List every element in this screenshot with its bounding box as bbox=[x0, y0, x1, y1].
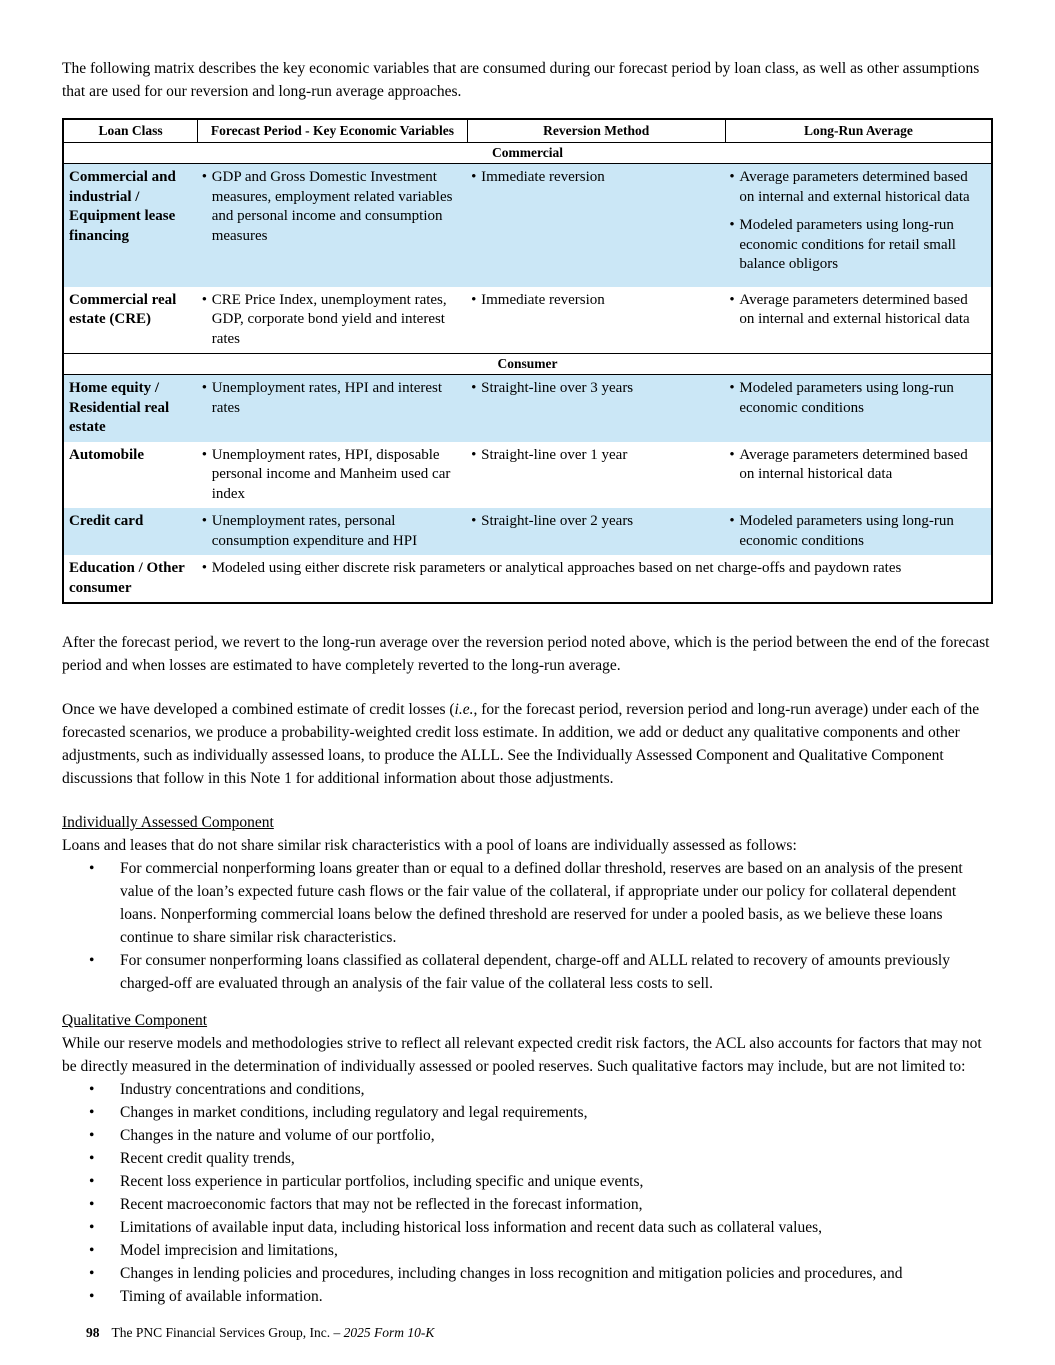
loan-class-cell: Commercial and industrial / Equipment lease financing bbox=[63, 164, 198, 287]
list-item: • Timing of available information. bbox=[62, 1285, 993, 1308]
variables-cell bbox=[198, 508, 467, 555]
list-item: • Recent macroeconomic factors that may not be reflected in the forecast information, bbox=[62, 1193, 993, 1216]
individually-assessed-bullet-list bbox=[62, 857, 993, 995]
list-item: • For consumer nonperforming loans classified as collateral dependent, charge-off and ALLL related to recovery of amounts previously charged-off are evaluated through an analysis of the fair value of the collateral less costs to sell. bbox=[62, 949, 993, 995]
bullet-item: • Straight-line over 3 years bbox=[471, 379, 719, 399]
bullet-item: • Immediate reversion bbox=[471, 168, 719, 188]
bullet-item: • CRE Price Index, unemployment rates, GDP, corporate bond yield and interest rates bbox=[202, 291, 461, 350]
table-row-credit-card bbox=[63, 508, 992, 555]
list-item: • Recent loss experience in particular portfolios, including specific and unique events, bbox=[62, 1170, 993, 1193]
footer-company-name: The PNC Financial Services Group, Inc. – bbox=[111, 1325, 344, 1340]
heading-individually-assessed-component: Individually Assessed Component bbox=[62, 814, 274, 831]
bullet-item: • Unemployment rates, HPI and interest rates bbox=[202, 379, 461, 418]
section-title-commercial: Commercial bbox=[63, 143, 992, 164]
list-item: • Changes in lending policies and procedures, including changes in loss recognition and mitigation policies and procedures, and bbox=[62, 1262, 993, 1285]
col-header-long-run-average: Long-Run Average bbox=[725, 119, 992, 143]
table-row-home-equity bbox=[63, 375, 992, 442]
col-header-loan-class: Loan Class bbox=[63, 119, 198, 143]
long-run-cell bbox=[725, 164, 992, 287]
table-row-education-other-consumer bbox=[63, 555, 992, 603]
variables-cell bbox=[198, 287, 467, 354]
qualitative-lead: While our reserve models and methodologies strive to reflect all relevant expected credit risk factors, the ACL also accounts for factors that may not be directly measured in the determination of individually assessed or pooled reserves. Such qualitative factors may include, but are not limited to: bbox=[62, 1035, 982, 1075]
reversion-cell bbox=[467, 442, 725, 509]
loan-class-matrix-table bbox=[62, 118, 993, 604]
qualitative-bullet-list bbox=[62, 1078, 993, 1308]
bullet-item: • Unemployment rates, HPI, disposable personal income and Manheim used car index bbox=[202, 446, 461, 505]
bullet-item: • Unemployment rates, personal consumption expenditure and HPI bbox=[202, 512, 461, 551]
bullet-item: • Modeled parameters using long-run economic conditions for retail small balance obligors bbox=[729, 216, 985, 275]
reversion-cell bbox=[467, 508, 725, 555]
long-run-cell bbox=[725, 287, 992, 354]
reversion-cell bbox=[467, 287, 725, 354]
bullet-item: • GDP and Gross Domestic Investment measures, employment related variables and personal income and consumption measures bbox=[202, 168, 461, 246]
list-item: • Industry concentrations and conditions, bbox=[62, 1078, 993, 1101]
table-row-commercial-real-estate bbox=[63, 287, 992, 354]
variables-cell bbox=[198, 442, 467, 509]
bullet-item: • Straight-line over 1 year bbox=[471, 446, 719, 466]
bullet-item: • Immediate reversion bbox=[471, 291, 719, 311]
list-item: • Recent credit quality trends, bbox=[62, 1147, 993, 1170]
page-number: 98 bbox=[86, 1325, 100, 1340]
long-run-cell bbox=[725, 375, 992, 442]
loan-class-cell: Home equity / Residential real estate bbox=[63, 375, 198, 442]
loan-class-cell: Education / Other consumer bbox=[69, 560, 185, 596]
bullet-item: • Modeled parameters using long-run economic conditions bbox=[729, 379, 985, 418]
loan-class-cell: Commercial real estate (CRE) bbox=[69, 291, 177, 327]
individually-assessed-lead: Loans and leases that do not share similar risk characteristics with a pool of loans are individually assessed as follows: bbox=[62, 837, 797, 854]
section-row-consumer bbox=[63, 354, 992, 375]
table-row-commercial-industrial bbox=[63, 164, 992, 287]
list-item: • For commercial nonperforming loans greater than or equal to a defined dollar threshold, reserves are based on an analysis of the present value of the loan’s expected future cash flows or the fair value of the collateral, if appropriate under our policy for collateral dependent loans. Nonperforming commercial loans below the defined threshold are reserved for under a pooled basis, as we believe these loans continue to share similar risk characteristics. bbox=[62, 857, 993, 949]
loan-class-cell: Automobile bbox=[69, 446, 144, 463]
list-item: • Changes in market conditions, including regulatory and legal requirements, bbox=[62, 1101, 993, 1124]
page-footer bbox=[86, 1324, 434, 1341]
paragraph-text: , for the forecast period, reversion period and long-run average) under each of the forecasted scenarios, we produce a probability-weighted credit loss estimate. In addition, we add or deduct any qualitative components and other adjustments, such as individually assessed loans, to produce the ALLL. See the Individually Assessed Component and Qualitative Component discussions that follow in this Note 1 for additional information about those adjustments. bbox=[62, 701, 980, 787]
bullet-item: • Straight-line over 2 years bbox=[471, 512, 719, 532]
bullet-item: • Modeled parameters using long-run economic conditions bbox=[729, 512, 985, 551]
paragraph-text-italic: i.e. bbox=[454, 701, 474, 718]
list-item: • Model imprecision and limitations, bbox=[62, 1239, 993, 1262]
merged-description-cell bbox=[198, 555, 992, 603]
combined-estimate-paragraph bbox=[62, 698, 993, 790]
bullet-item: • Average parameters determined based on internal and external historical data bbox=[729, 168, 985, 207]
list-item: • Limitations of available input data, including historical loss information and recent data such as collateral values, bbox=[62, 1216, 993, 1239]
col-header-reversion-method: Reversion Method bbox=[467, 119, 725, 143]
bullet-item: • Average parameters determined based on internal and external historical data bbox=[729, 291, 985, 330]
variables-cell bbox=[198, 375, 467, 442]
intro-paragraph: The following matrix describes the key economic variables that are consumed during our forecast period by loan class, as well as other assumptions that are used for our reversion and long-run average approaches. bbox=[62, 60, 980, 100]
bullet-item: • Average parameters determined based on internal historical data bbox=[729, 446, 985, 485]
table-row-automobile bbox=[63, 442, 992, 509]
bullet-item: • Modeled using either discrete risk parameters or analytical approaches based on net charge-offs and paydown rates bbox=[202, 559, 985, 579]
reversion-period-paragraph: After the forecast period, we revert to the long-run average over the reversion period noted above, which is the period between the end of the forecast period and when losses are estimated to have completely reverted to the long-run average. bbox=[62, 634, 990, 674]
reversion-cell bbox=[467, 375, 725, 442]
heading-qualitative-component: Qualitative Component bbox=[62, 1012, 208, 1029]
variables-cell bbox=[198, 164, 467, 287]
col-header-forecast-variables: Forecast Period - Key Economic Variables bbox=[198, 119, 467, 143]
section-title-consumer: Consumer bbox=[63, 354, 992, 375]
loan-class-cell: Credit card bbox=[63, 508, 198, 555]
long-run-cell bbox=[725, 508, 992, 555]
paragraph-text: Once we have developed a combined estimate of credit losses ( bbox=[62, 701, 455, 718]
section-row-commercial bbox=[63, 143, 992, 164]
footer-form-name: 2025 Form 10-K bbox=[343, 1325, 435, 1340]
table-header-row bbox=[63, 119, 992, 143]
list-item: • Changes in the nature and volume of our portfolio, bbox=[62, 1124, 993, 1147]
long-run-cell bbox=[725, 442, 992, 509]
reversion-cell bbox=[467, 164, 725, 287]
